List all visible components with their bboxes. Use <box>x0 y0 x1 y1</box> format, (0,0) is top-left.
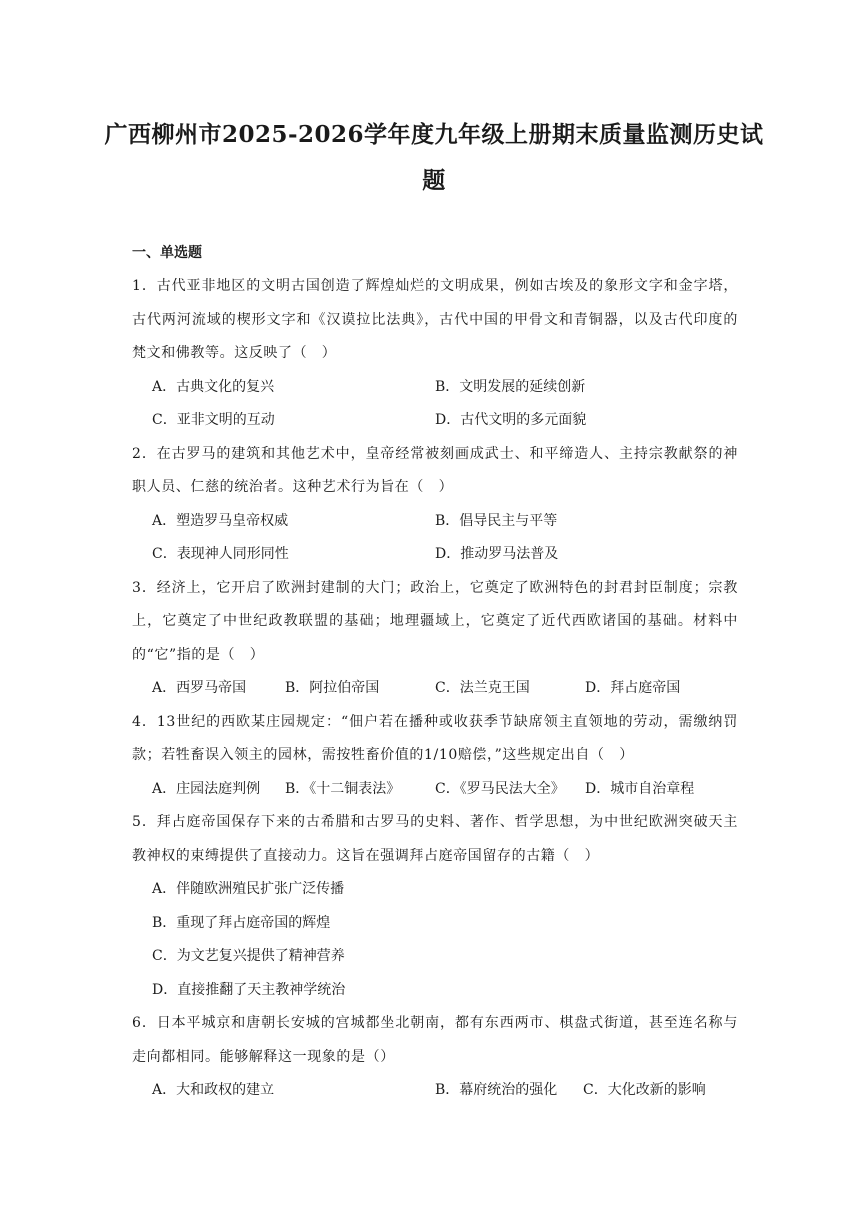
question-stem: 1．古代亚非地区的文明古国创造了辉煌灿烂的文明成果，例如古埃及的象形文字和金字塔，古代两河流域的楔形文字和《汉谟拉比法典》，古代中国的甲骨文和青铜器，以及古代印度的梵文和佛教等。这反映了（ ） <box>132 278 738 361</box>
question-1 <box>132 270 738 438</box>
option-row <box>132 505 738 539</box>
option-c: C．为文艺复兴提供了精神营养 <box>152 948 345 964</box>
question-4 <box>132 706 738 807</box>
option-b: B．阿拉伯帝国 <box>285 680 380 696</box>
option-c: C．表现神人同形同性 <box>152 546 289 562</box>
question-2 <box>132 438 738 572</box>
question-list <box>132 270 738 1108</box>
option-b: B．重现了拜占庭帝国的辉煌 <box>152 914 331 931</box>
option-d: D．直接推翻了天主教神学统治 <box>152 981 346 998</box>
option-b: B．幕府统治的强化 <box>435 1082 558 1098</box>
title-line-1: 广西柳州市2025-2026学年度九年级上册期末质量监测历史试 <box>104 121 764 148</box>
option-d: D．拜占庭帝国 <box>585 680 681 696</box>
option-row <box>132 371 738 405</box>
option-row <box>132 1074 738 1108</box>
question-stem: 4．13世纪的西欧某庄园规定：“佃户若在播种或收获季节缺席领主直领地的劳动，需缴纳罚款；若牲畜误入领主的园林，需按牲畜价值的1/10赔偿，”这些规定出自（ ） <box>132 713 738 763</box>
option-d: D．古代文明的多元面貌 <box>435 412 587 428</box>
option-row <box>132 672 738 706</box>
option-row <box>132 773 738 807</box>
option-c: C．大化改新的影响 <box>583 1082 706 1098</box>
option-a: A．西罗马帝国 <box>152 680 247 696</box>
question-stem: 2．在古罗马的建筑和其他艺术中，皇帝经常被刻画成武士、和平缔造人、主持宗教献祭的神职人员、仁慈的统治者。这种艺术行为旨在（ ） <box>132 445 738 495</box>
question-6 <box>132 1007 738 1108</box>
option-row <box>132 404 738 438</box>
question-stem: 6．日本平城京和唐朝长安城的宫城都坐北朝南，都有东西两市、棋盘式街道，甚至连名称与走向都相同。能够解释这一现象的是（） <box>132 1015 738 1065</box>
question-stem: 3．经济上，它开启了欧洲封建制的大门；政治上，它奠定了欧洲特色的封君封臣制度；宗教上，它奠定了中世纪政教联盟的基础；地理疆域上，它奠定了近代西欧诸国的基础。材料中的“它”指的是（ ） <box>132 579 738 663</box>
option-a: A．古典文化的复兴 <box>152 378 275 395</box>
option-row <box>132 538 738 572</box>
option-a: A．大和政权的建立 <box>152 1082 275 1098</box>
section-heading: 一、单选题 <box>132 245 202 261</box>
option-d: D．推动罗马法普及 <box>435 546 559 562</box>
question-stem: 5．拜占庭帝国保存下来的古希腊和古罗马的史料、著作、哲学思想，为中世纪欧洲突破天主教神权的束缚提供了直接动力。这旨在强调拜占庭帝国留存的古籍（ ） <box>132 814 738 864</box>
option-d: D．城市自治章程 <box>585 780 695 797</box>
option-c: C．《罗马民法大全》 <box>435 780 565 797</box>
option-b: B．文明发展的延续创新 <box>435 378 586 395</box>
option-c: C．法兰克王国 <box>435 680 530 696</box>
title-line-2: 题 <box>422 167 446 194</box>
exam-title <box>100 112 768 204</box>
option-a: A．塑造罗马皇帝权威 <box>152 512 289 529</box>
option-b: B．《十二铜表法》 <box>285 780 401 797</box>
option-a: A．伴随欧洲殖民扩张广泛传播 <box>152 881 345 897</box>
option-c: C．亚非文明的互动 <box>152 412 275 428</box>
option-b: B．倡导民主与平等 <box>435 512 558 529</box>
question-3 <box>132 572 738 706</box>
question-5 <box>132 806 738 1007</box>
option-a: A．庄园法庭判例 <box>152 780 261 797</box>
